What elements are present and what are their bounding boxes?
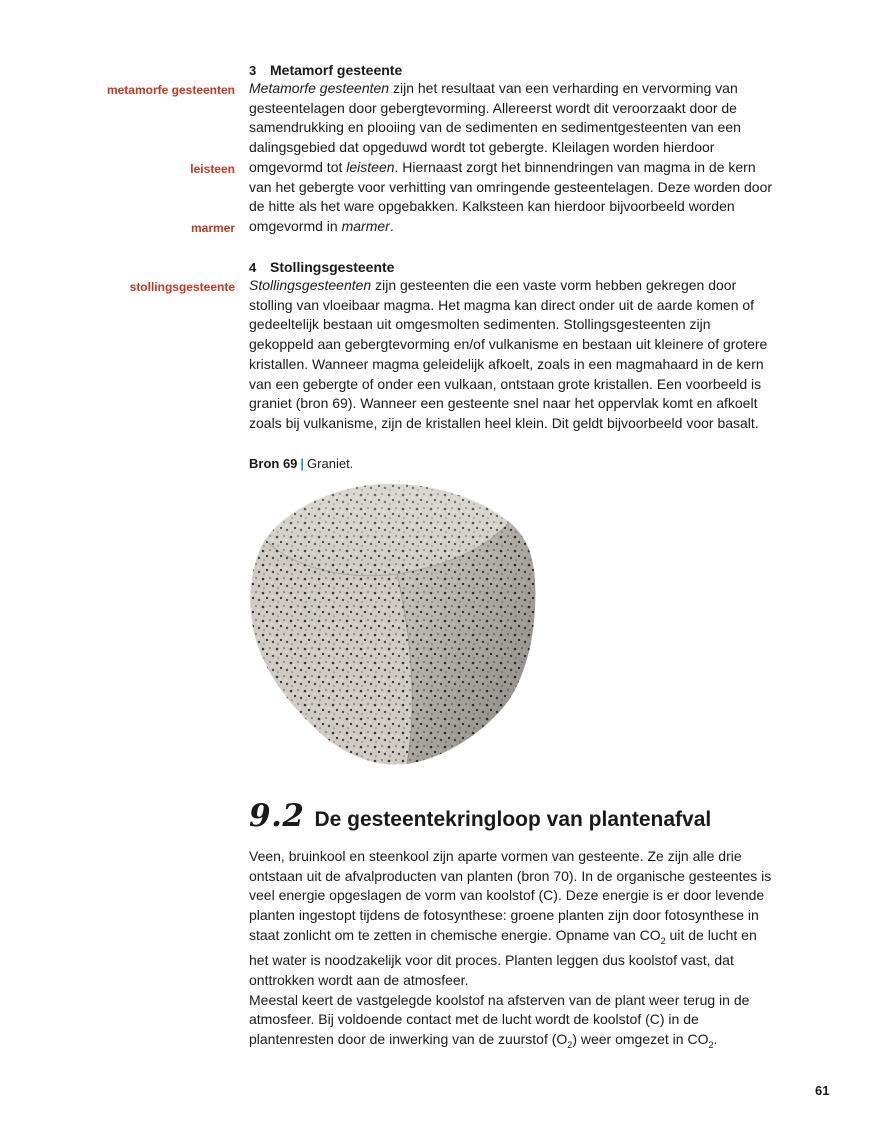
chapter-title: De gesteentekringloop van plantenafval bbox=[314, 808, 712, 831]
section-4-title: Stollingsgesteente bbox=[270, 259, 395, 275]
margin-term-stollingsgesteente: stollingsgesteente bbox=[129, 280, 235, 294]
page-number: 61 bbox=[815, 1083, 830, 1098]
section-3-number: 3 bbox=[249, 63, 257, 78]
subscript: 2 bbox=[567, 1039, 573, 1050]
italic-term: leisteen bbox=[346, 158, 395, 175]
granite-rock-image bbox=[247, 478, 547, 770]
text-run: . bbox=[713, 1031, 718, 1048]
chapter-heading bbox=[249, 798, 711, 834]
text-run: . bbox=[389, 217, 394, 234]
chapter-number: 9.2 bbox=[249, 798, 305, 834]
text-run: Meestal keert de vastgelegde koolstof na afsterven van de plant weer terug in de atmosfeer. Bij voldoende contact met de lucht wordt de koolstof (C) in de plantenresten door de inwerking van de zuurstof (O bbox=[249, 991, 750, 1048]
section-4-body bbox=[249, 276, 774, 434]
text-run: ) weer omgezet in CO bbox=[572, 1031, 709, 1048]
section-3-body bbox=[249, 79, 774, 237]
subscript: 2 bbox=[708, 1039, 714, 1050]
chapter-paragraph-1 bbox=[249, 847, 774, 991]
margin-term-metamorfe-gesteenten: metamorfe gesteenten bbox=[106, 83, 235, 97]
section-4-paragraph bbox=[249, 276, 774, 434]
margin-term-leisteen: leisteen bbox=[190, 162, 235, 176]
figure-label: Bron 69 bbox=[249, 456, 298, 471]
section-4-number: 4 bbox=[249, 260, 257, 275]
text-run: Veen, bruinkool en steenkool zijn aparte vormen van gesteente. Ze zijn alle drie ontstaan uit de afvalproducten van planten (bron 70). In de organische gesteentes is veel energie opgeslagen de vorm van koolstof (C). Deze energie is er door levende planten ingestopt tijdens de fotosynthese: groene planten zijn door fotosynthese in staat zonlicht om te zetten in chemische energie. Opname van CO bbox=[249, 848, 772, 943]
text-run: uit de lucht en het water is noodzakelijk voor dit proces. Planten leggen dus koolstof vast, dat onttrokken wordt aan de atmosfeer. bbox=[249, 926, 757, 989]
subscript: 2 bbox=[660, 935, 666, 946]
text-run: . Hiernaast zorgt het binnendringen van magma in de kern van het gebergte voor verhitting van omringende gesteentelagen. Deze worden door de hitte als het ware opgebakken. Kalksteen kan hierdoor bijvoorbeeld worden omgevormd in bbox=[249, 158, 773, 234]
section-3-title: Metamorf gesteente bbox=[270, 62, 403, 78]
italic-term: Stollingsgesteenten bbox=[249, 277, 372, 293]
chapter-body bbox=[249, 847, 774, 1056]
caption-separator: | bbox=[300, 456, 305, 471]
section-4-heading bbox=[249, 257, 394, 278]
section-3-heading bbox=[249, 60, 402, 81]
section-3-paragraph bbox=[249, 79, 774, 237]
text-run: zijn het resultaat van een verharding en vervorming van gesteentelagen door gebergtevorming. Allereerst wordt dit veroorzaakt door de samendrukking en plooiing van de sedimenten en sedimentgesteenten van een dalingsgebied dat opgeduwd wordt tot gebergte. Kleilagen worden hierdoor omgevormd tot bbox=[249, 80, 741, 175]
figure-caption bbox=[249, 454, 353, 474]
italic-term: Metamorfe gesteenten bbox=[249, 80, 390, 96]
text-run: zijn gesteenten die een vaste vorm hebben gekregen door stolling van vloeibaar magma. Het magma kan direct onder uit de aarde komen of gedeeltelijk bestaan uit omgesmolten sedimenten. Stollingsgesteenten zijn gekoppeld aan gebergtevorming en/of vulkanisme en bestaan uit kleinere of grotere kristallen. Wanneer magma geleidelijk afkoelt, zoals in een magmahaard in de kern van een gebergte of onder een vulkaan, ontstaan grote kristallen. Een voorbeeld is graniet (bron 69). Wanneer een gesteente snel naar het oppervlak komt en afkoelt zoals bij vulkanisme, zijn de kristallen heel klein. Dit geldt bijvoorbeeld voor basalt. bbox=[249, 277, 768, 431]
chapter-paragraph-2 bbox=[249, 991, 774, 1056]
italic-term: marmer bbox=[341, 217, 390, 234]
figure-caption-text: Graniet. bbox=[307, 456, 354, 471]
margin-term-marmer: marmer bbox=[190, 221, 235, 235]
